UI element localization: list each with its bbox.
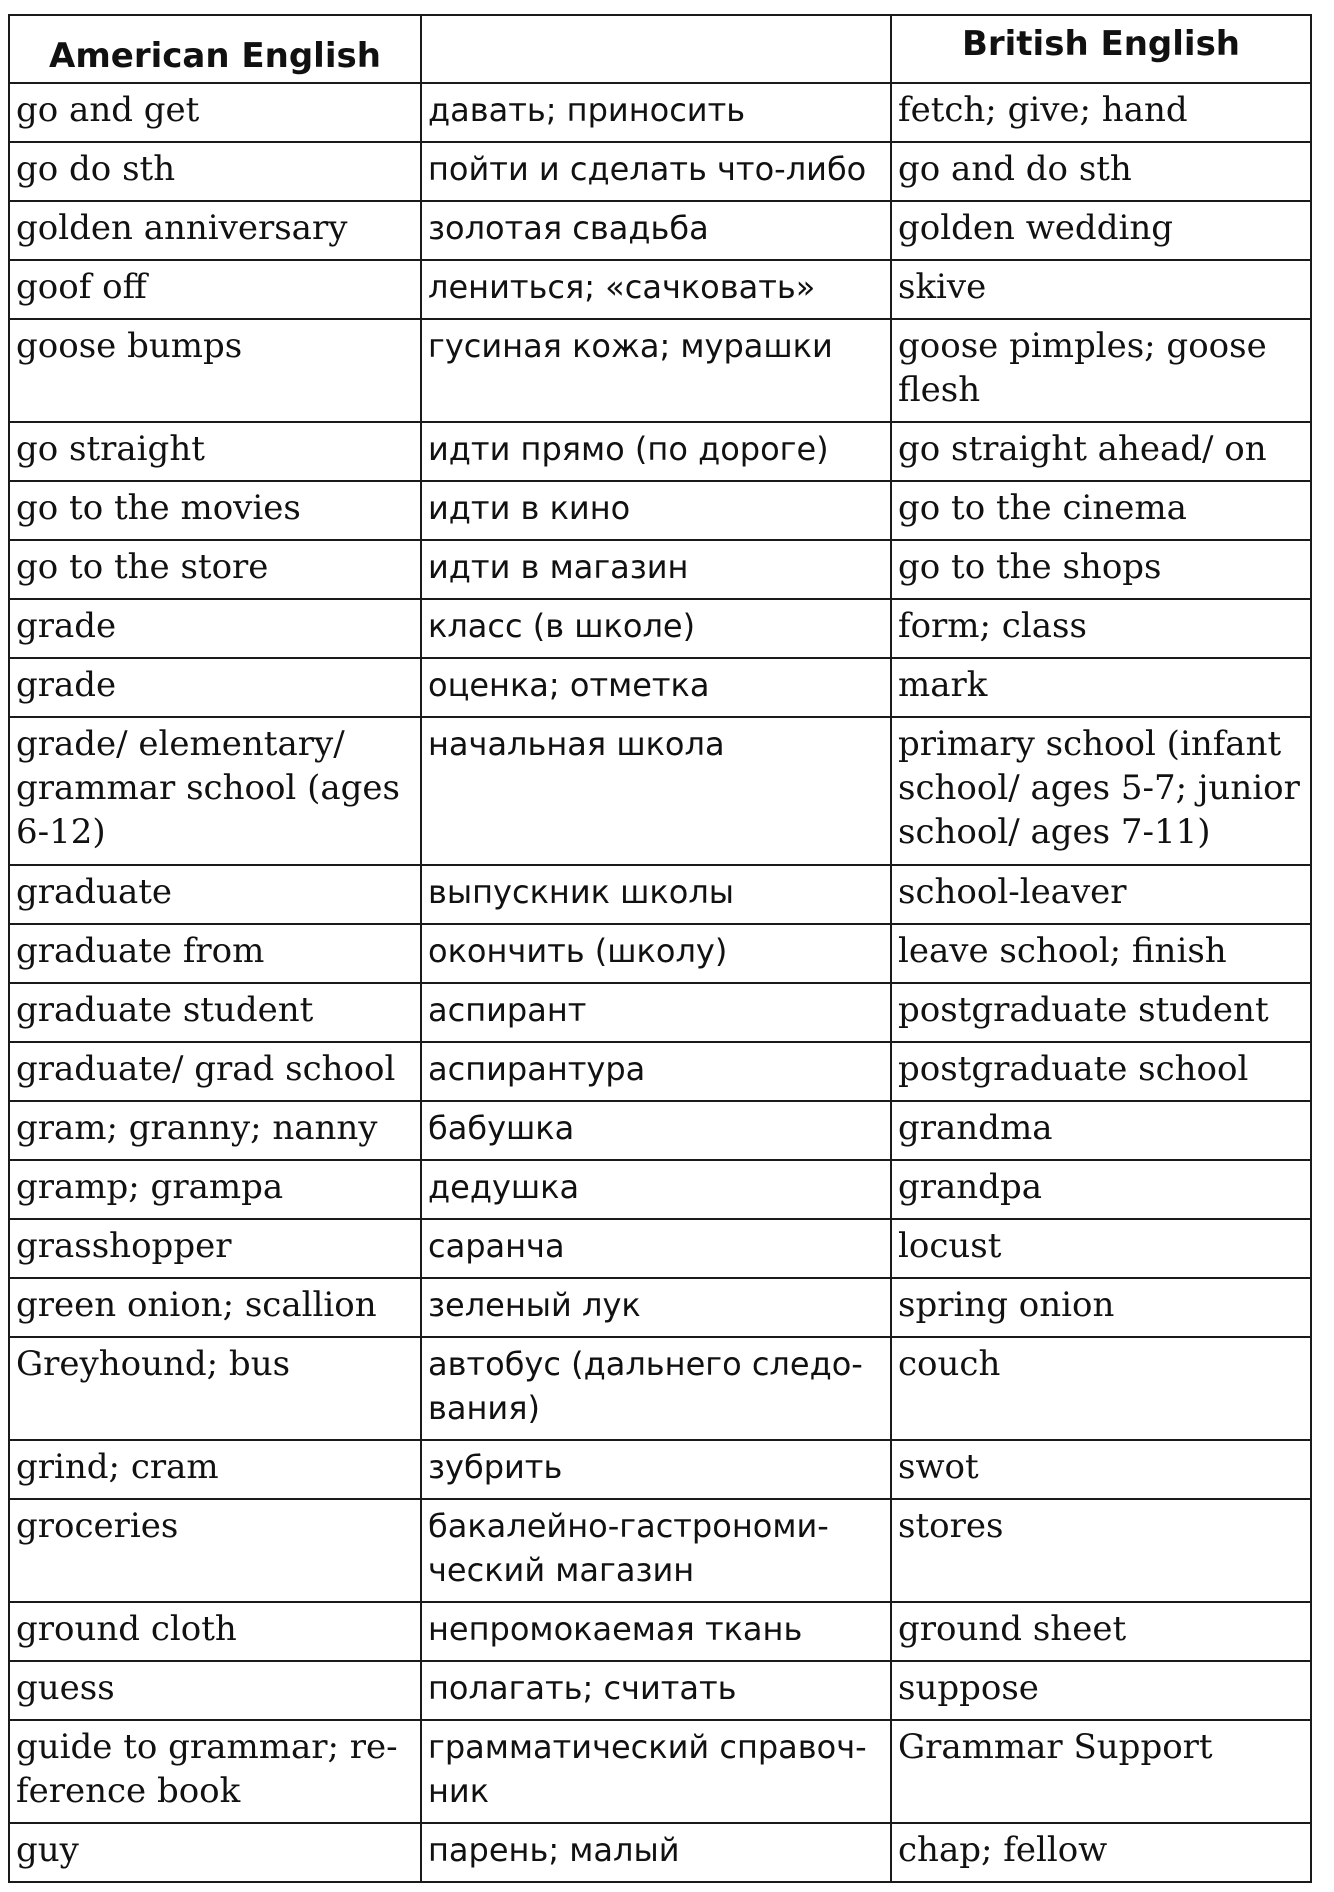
british-term: fetch; give; hand [891, 83, 1311, 142]
table-row [9, 201, 1311, 260]
table-row [9, 260, 1311, 319]
british-term: postgraduate student [891, 983, 1311, 1042]
american-term: grade [9, 658, 421, 717]
table-row [9, 1720, 1311, 1823]
russian-translation: лениться; «сачковать» [421, 260, 891, 319]
american-term: graduate student [9, 983, 421, 1042]
british-term: ground sheet [891, 1602, 1311, 1661]
table-row [9, 540, 1311, 599]
table-row [9, 865, 1311, 924]
russian-translation: пойти и сделать что-либо [421, 142, 891, 201]
russian-translation: аспирантура [421, 1042, 891, 1101]
russian-translation: идти в магазин [421, 540, 891, 599]
american-term: Greyhound; bus [9, 1337, 421, 1440]
russian-translation: полагать; считать [421, 1661, 891, 1720]
glossary-table [8, 14, 1312, 1883]
british-term: swot [891, 1440, 1311, 1499]
russian-translation: начальная школа [421, 717, 891, 865]
russian-translation: саранча [421, 1219, 891, 1278]
american-term: grade [9, 599, 421, 658]
table-row [9, 924, 1311, 983]
american-term: graduate [9, 865, 421, 924]
table-row [9, 983, 1311, 1042]
american-term: goof off [9, 260, 421, 319]
american-term: golden anniversary [9, 201, 421, 260]
russian-translation: гусиная кожа; мурашки [421, 319, 891, 422]
british-term: form; class [891, 599, 1311, 658]
table-row [9, 1101, 1311, 1160]
british-term: suppose [891, 1661, 1311, 1720]
table-row [9, 1278, 1311, 1337]
british-term: primary school (infant school/ ages 5-7; junior school/ ages 7-11) [891, 717, 1311, 865]
american-term: gram; granny; nanny [9, 1101, 421, 1160]
british-term: leave school; finish [891, 924, 1311, 983]
british-term: spring onion [891, 1278, 1311, 1337]
russian-translation: бабушка [421, 1101, 891, 1160]
american-term: grind; cram [9, 1440, 421, 1499]
russian-translation: грамматический справоч-ник [421, 1720, 891, 1823]
russian-translation: давать; приносить [421, 83, 891, 142]
american-term: groceries [9, 1499, 421, 1602]
russian-translation: парень; малый [421, 1823, 891, 1882]
russian-translation: выпускник школы [421, 865, 891, 924]
british-term: mark [891, 658, 1311, 717]
american-term: green onion; scallion [9, 1278, 421, 1337]
table-row [9, 658, 1311, 717]
american-term: guy [9, 1823, 421, 1882]
american-term: grasshopper [9, 1219, 421, 1278]
table-row [9, 1440, 1311, 1499]
table-row [9, 1823, 1311, 1882]
russian-translation: непромокаемая ткань [421, 1602, 891, 1661]
british-term: postgraduate school [891, 1042, 1311, 1101]
table-row [9, 1219, 1311, 1278]
table-row [9, 1337, 1311, 1440]
table-row [9, 142, 1311, 201]
british-term: go and do sth [891, 142, 1311, 201]
british-term: goose pimples; goose flesh [891, 319, 1311, 422]
american-term: grade/ elementary/ grammar school (ages 6-12) [9, 717, 421, 865]
british-term: stores [891, 1499, 1311, 1602]
american-term: gramp; grampa [9, 1160, 421, 1219]
table-row [9, 717, 1311, 865]
russian-translation: идти в кино [421, 481, 891, 540]
table-row [9, 83, 1311, 142]
american-term: guide to grammar; re-ference book [9, 1720, 421, 1823]
header-british-english: British English [891, 15, 1311, 83]
british-term: go straight ahead/ on [891, 422, 1311, 481]
british-term: locust [891, 1219, 1311, 1278]
header-row [9, 15, 1311, 83]
russian-translation: зеленый лук [421, 1278, 891, 1337]
american-term: graduate/ grad school [9, 1042, 421, 1101]
american-term: graduate from [9, 924, 421, 983]
russian-translation: окончить (школу) [421, 924, 891, 983]
table-row [9, 1499, 1311, 1602]
british-term: couch [891, 1337, 1311, 1440]
american-term: go to the store [9, 540, 421, 599]
table-row [9, 1602, 1311, 1661]
table-row [9, 599, 1311, 658]
british-term: school-leaver [891, 865, 1311, 924]
american-term: go and get [9, 83, 421, 142]
american-term: ground cloth [9, 1602, 421, 1661]
russian-translation: оценка; отметка [421, 658, 891, 717]
table-row [9, 1661, 1311, 1720]
american-term: go to the movies [9, 481, 421, 540]
russian-translation: аспирант [421, 983, 891, 1042]
russian-translation: дедушка [421, 1160, 891, 1219]
table-body [9, 83, 1311, 1882]
british-term: chap; fellow [891, 1823, 1311, 1882]
header-american-english: American English [9, 15, 421, 83]
table-row [9, 319, 1311, 422]
american-term: go straight [9, 422, 421, 481]
table-row [9, 1160, 1311, 1219]
table-header [9, 15, 1311, 83]
russian-translation: зубрить [421, 1440, 891, 1499]
table-row [9, 1042, 1311, 1101]
british-term: grandpa [891, 1160, 1311, 1219]
russian-translation: бакалейно-гастрономи-ческий магазин [421, 1499, 891, 1602]
russian-translation: идти прямо (по дороге) [421, 422, 891, 481]
american-term: goose bumps [9, 319, 421, 422]
british-term: go to the shops [891, 540, 1311, 599]
table-row [9, 481, 1311, 540]
russian-translation: класс (в школе) [421, 599, 891, 658]
russian-translation: золотая свадьба [421, 201, 891, 260]
header-russian [421, 15, 891, 83]
british-term: grandma [891, 1101, 1311, 1160]
american-term: guess [9, 1661, 421, 1720]
british-term: skive [891, 260, 1311, 319]
british-term: Grammar Support [891, 1720, 1311, 1823]
american-term: go do sth [9, 142, 421, 201]
british-term: golden wedding [891, 201, 1311, 260]
british-term: go to the cinema [891, 481, 1311, 540]
table-row [9, 422, 1311, 481]
russian-translation: автобус (дальнего следо-вания) [421, 1337, 891, 1440]
